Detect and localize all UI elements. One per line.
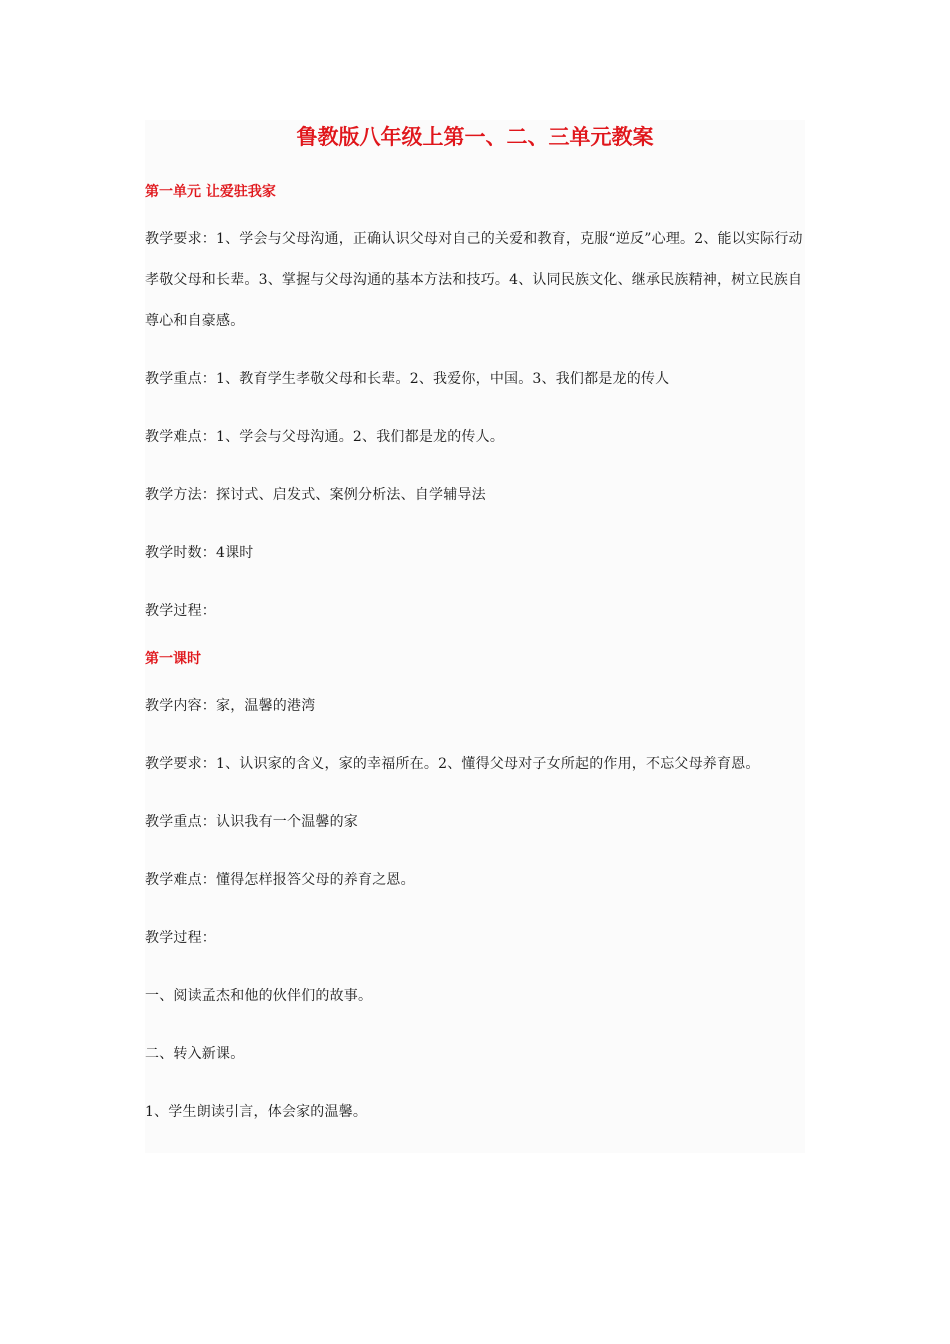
lesson-step-2: 二、转入新课。: [145, 1046, 245, 1062]
lesson-requirements: 教学要求：1、认识家的含义，家的幸福所在。2、懂得父母对子女所起的作用，不忘父母养育恩。: [145, 756, 760, 772]
lesson-heading: 第一课时: [145, 651, 201, 667]
lesson-content: 教学内容：家，温馨的港湾: [145, 698, 316, 714]
lesson-step-1: 一、阅读孟杰和他的伙伴们的故事。: [145, 988, 373, 1004]
teaching-key-points: 教学重点：1、教育学生孝敬父母和长辈。2、我爱你，中国。3、我们都是龙的传人: [145, 371, 670, 387]
document-title: 鲁教版八年级上第一、二、三单元教案: [296, 124, 654, 149]
teaching-hours: 教学时数：4课时: [145, 545, 254, 561]
teaching-process: 教学过程：: [145, 603, 216, 619]
teaching-methods: 教学方法：探讨式、启发式、案例分析法、自学辅导法: [145, 487, 486, 503]
lesson-step-2-1: 1、学生朗读引言，体会家的温馨。: [145, 1104, 368, 1120]
lesson-process: 教学过程：: [145, 930, 216, 946]
unit-heading: 第一单元 让爱驻我家: [145, 184, 276, 200]
lesson-key-points: 教学重点：认识我有一个温馨的家: [145, 814, 358, 830]
lesson-difficulties: 教学难点：懂得怎样报答父母的养育之恩。: [145, 872, 415, 888]
teaching-requirements: 教学要求：1、学会与父母沟通，正确认识父母对自己的关爱和教育，克服“逆反”心理。2、能以实际行动孝敬父母和长辈。3、掌握与父母沟通的基本方法和技巧。4、认同民族文化、继承民族精神，树立民族自尊心和自豪感。: [145, 231, 803, 329]
teaching-difficulties: 教学难点：1、学会与父母沟通。2、我们都是龙的传人。: [145, 429, 505, 445]
document-page: [145, 120, 805, 1153]
